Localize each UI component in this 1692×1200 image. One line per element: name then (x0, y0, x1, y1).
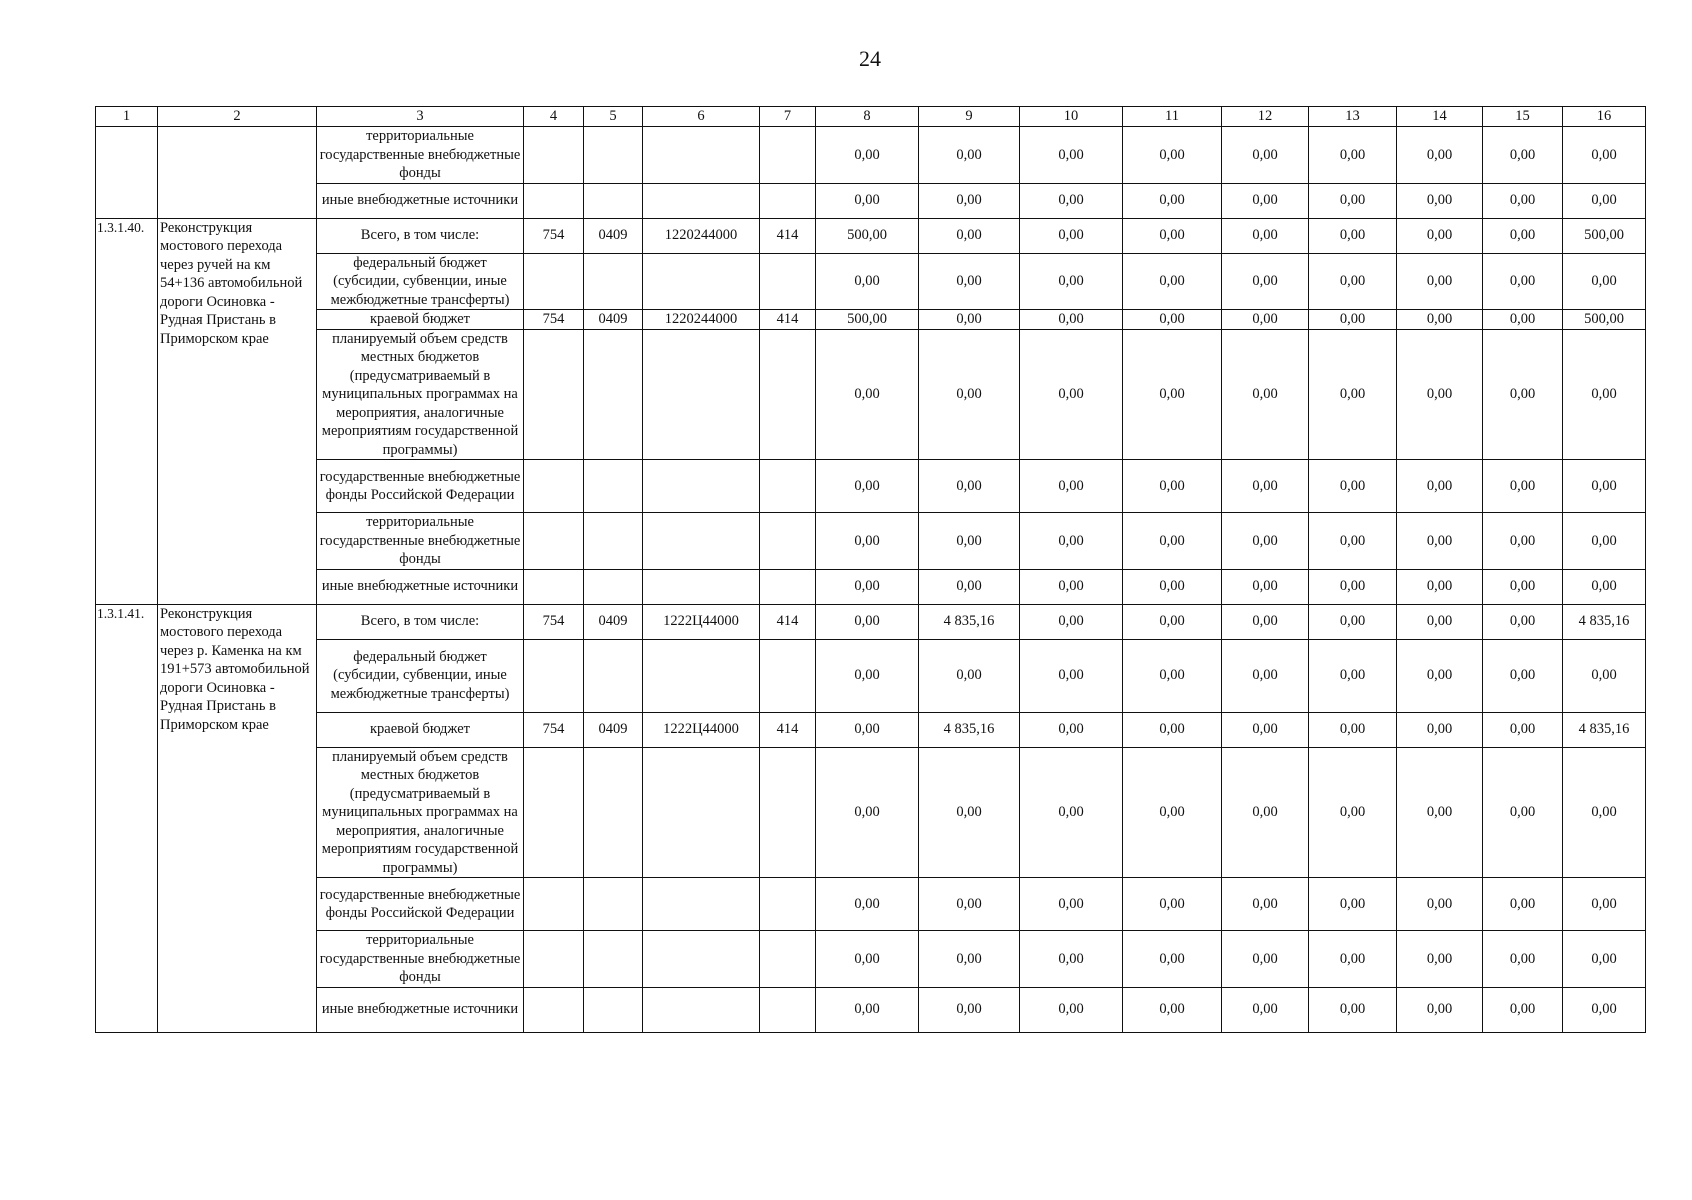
value-cell: 0,00 (816, 329, 919, 460)
value-cell: 0,00 (919, 639, 1020, 712)
value-cell: 0,00 (1397, 639, 1483, 712)
value-cell: 0,00 (1397, 127, 1483, 184)
value-cell: 0,00 (1397, 310, 1483, 330)
column-header-4: 4 (524, 107, 584, 127)
value-cell: 500,00 (816, 218, 919, 253)
column-header-1: 1 (96, 107, 158, 127)
value-cell: 0,00 (1309, 253, 1397, 310)
page-number: 24 (859, 46, 881, 71)
table-row (96, 878, 1646, 931)
value-cell: 500,00 (1563, 218, 1646, 253)
code-cell (584, 329, 643, 460)
value-cell: 0,00 (919, 569, 1020, 604)
column-header-7: 7 (760, 107, 816, 127)
value-cell: 4 835,16 (919, 712, 1020, 747)
value-cell: 0,00 (1123, 987, 1222, 1032)
source-cell: краевой бюджет (317, 712, 524, 747)
table-row (96, 931, 1646, 988)
code-cell (643, 639, 760, 712)
code-cell (584, 183, 643, 218)
column-header-9: 9 (919, 107, 1020, 127)
value-cell: 0,00 (1483, 127, 1563, 184)
table-row (96, 329, 1646, 460)
value-cell: 0,00 (919, 218, 1020, 253)
value-cell: 0,00 (1309, 329, 1397, 460)
value-cell: 0,00 (1397, 712, 1483, 747)
value-cell: 0,00 (1309, 218, 1397, 253)
code-cell: 1222Ц44000 (643, 604, 760, 639)
source-cell: федеральный бюджет (субсидии, субвенции, иные межбюджетные трансферты) (317, 253, 524, 310)
source-cell: территориальные государственные внебюджетные фонды (317, 931, 524, 988)
header-row (96, 107, 1646, 127)
code-cell (760, 460, 816, 513)
value-cell: 500,00 (1563, 310, 1646, 330)
value-cell: 0,00 (1309, 310, 1397, 330)
value-cell: 0,00 (919, 329, 1020, 460)
value-cell: 0,00 (919, 987, 1020, 1032)
value-cell: 0,00 (1483, 878, 1563, 931)
value-cell: 0,00 (1483, 460, 1563, 513)
code-cell (643, 460, 760, 513)
value-cell: 0,00 (1222, 310, 1309, 330)
value-cell: 0,00 (1397, 569, 1483, 604)
column-header-10: 10 (1020, 107, 1123, 127)
code-cell (760, 183, 816, 218)
activity-number: 1.3.1.41. (96, 604, 158, 1032)
code-cell (760, 253, 816, 310)
code-cell (760, 329, 816, 460)
value-cell: 0,00 (1309, 712, 1397, 747)
table-row (96, 747, 1646, 878)
code-cell (584, 460, 643, 513)
value-cell: 0,00 (919, 931, 1020, 988)
value-cell: 0,00 (1123, 218, 1222, 253)
value-cell: 0,00 (1397, 460, 1483, 513)
value-cell: 0,00 (1397, 747, 1483, 878)
value-cell: 0,00 (1123, 569, 1222, 604)
code-cell: 414 (760, 218, 816, 253)
value-cell: 0,00 (1397, 987, 1483, 1032)
column-header-16: 16 (1563, 107, 1646, 127)
value-cell: 0,00 (1397, 329, 1483, 460)
column-header-3: 3 (317, 107, 524, 127)
value-cell: 0,00 (1309, 931, 1397, 988)
code-cell (584, 513, 643, 570)
value-cell: 0,00 (1222, 253, 1309, 310)
source-cell: планируемый объем средств местных бюджетов (предусматриваемый в муниципальных программах на мероприятия, аналогичные мероприятиям государственной программы) (317, 329, 524, 460)
value-cell: 0,00 (919, 878, 1020, 931)
code-cell: 754 (524, 310, 584, 330)
code-cell (524, 639, 584, 712)
value-cell: 0,00 (816, 878, 919, 931)
code-cell: 754 (524, 712, 584, 747)
table-row (96, 569, 1646, 604)
value-cell: 0,00 (1020, 569, 1123, 604)
code-cell (524, 127, 584, 184)
value-cell: 0,00 (919, 253, 1020, 310)
value-cell: 0,00 (1309, 987, 1397, 1032)
value-cell: 0,00 (1397, 513, 1483, 570)
column-header-8: 8 (816, 107, 919, 127)
value-cell: 500,00 (816, 310, 919, 330)
value-cell: 0,00 (1483, 310, 1563, 330)
value-cell: 0,00 (1563, 460, 1646, 513)
column-header-15: 15 (1483, 107, 1563, 127)
code-cell: 414 (760, 310, 816, 330)
value-cell: 0,00 (1483, 329, 1563, 460)
source-cell: Всего, в том числе: (317, 604, 524, 639)
value-cell: 0,00 (816, 183, 919, 218)
value-cell: 0,00 (1222, 513, 1309, 570)
value-cell: 0,00 (1397, 878, 1483, 931)
value-cell: 0,00 (816, 987, 919, 1032)
code-cell (524, 513, 584, 570)
source-cell: государственные внебюджетные фонды Российской Федерации (317, 878, 524, 931)
code-cell (643, 513, 760, 570)
value-cell: 0,00 (1020, 253, 1123, 310)
value-cell: 0,00 (919, 310, 1020, 330)
code-cell (584, 931, 643, 988)
source-cell: краевой бюджет (317, 310, 524, 330)
value-cell: 0,00 (919, 747, 1020, 878)
value-cell: 0,00 (816, 712, 919, 747)
value-cell: 0,00 (816, 639, 919, 712)
code-cell: 414 (760, 604, 816, 639)
table-row (96, 310, 1646, 330)
value-cell: 0,00 (1397, 253, 1483, 310)
value-cell: 0,00 (1020, 604, 1123, 639)
code-cell (524, 878, 584, 931)
code-cell (584, 878, 643, 931)
code-cell (643, 183, 760, 218)
value-cell: 0,00 (1222, 639, 1309, 712)
value-cell: 0,00 (1020, 513, 1123, 570)
table-row (96, 127, 1646, 184)
column-header-14: 14 (1397, 107, 1483, 127)
code-cell (524, 931, 584, 988)
code-cell (584, 987, 643, 1032)
code-cell (760, 513, 816, 570)
value-cell: 0,00 (1309, 604, 1397, 639)
value-cell: 0,00 (1483, 604, 1563, 639)
value-cell: 0,00 (1483, 218, 1563, 253)
value-cell: 0,00 (1020, 747, 1123, 878)
value-cell: 0,00 (1483, 513, 1563, 570)
code-cell (760, 127, 816, 184)
value-cell: 0,00 (1123, 604, 1222, 639)
column-header-2: 2 (158, 107, 317, 127)
code-cell: 1220244000 (643, 218, 760, 253)
table-row (96, 253, 1646, 310)
code-cell (760, 569, 816, 604)
source-cell: иные внебюджетные источники (317, 987, 524, 1032)
code-cell (760, 931, 816, 988)
code-cell (760, 878, 816, 931)
code-cell (524, 183, 584, 218)
code-cell (584, 253, 643, 310)
value-cell: 0,00 (1123, 183, 1222, 218)
value-cell: 0,00 (1309, 747, 1397, 878)
value-cell: 0,00 (1020, 127, 1123, 184)
code-cell: 1222Ц44000 (643, 712, 760, 747)
code-cell (584, 569, 643, 604)
value-cell: 0,00 (816, 569, 919, 604)
value-cell: 0,00 (1309, 639, 1397, 712)
activity-number: 1.3.1.40. (96, 218, 158, 604)
code-cell (584, 747, 643, 878)
value-cell: 0,00 (1397, 931, 1483, 988)
value-cell: 0,00 (816, 253, 919, 310)
code-cell: 0409 (584, 218, 643, 253)
value-cell: 0,00 (1123, 712, 1222, 747)
activity-name: Реконструкция мостового перехода через ручей на км 54+136 автомобильной дороги Осиновка - Рудная Пристань в Приморском крае (158, 218, 317, 604)
budget-table (95, 106, 1646, 1033)
code-cell (643, 329, 760, 460)
table-row (96, 987, 1646, 1032)
code-cell: 1220244000 (643, 310, 760, 330)
value-cell: 0,00 (1020, 329, 1123, 460)
code-cell (760, 747, 816, 878)
value-cell: 0,00 (1020, 987, 1123, 1032)
value-cell: 0,00 (1483, 639, 1563, 712)
value-cell: 0,00 (1563, 127, 1646, 184)
value-cell: 0,00 (1123, 127, 1222, 184)
value-cell: 0,00 (1483, 253, 1563, 310)
value-cell: 0,00 (1020, 931, 1123, 988)
value-cell: 0,00 (1222, 931, 1309, 988)
code-cell (524, 569, 584, 604)
code-cell (524, 460, 584, 513)
value-cell: 0,00 (1309, 127, 1397, 184)
source-cell: планируемый объем средств местных бюджетов (предусматриваемый в муниципальных программах на мероприятия, аналогичные мероприятиям государственной программы) (317, 747, 524, 878)
value-cell: 0,00 (1123, 878, 1222, 931)
value-cell: 0,00 (1020, 639, 1123, 712)
value-cell: 0,00 (1222, 460, 1309, 513)
value-cell: 0,00 (1563, 747, 1646, 878)
code-cell (643, 987, 760, 1032)
value-cell: 0,00 (1397, 218, 1483, 253)
column-header-11: 11 (1123, 107, 1222, 127)
value-cell: 4 835,16 (1563, 604, 1646, 639)
column-header-12: 12 (1222, 107, 1309, 127)
value-cell: 4 835,16 (1563, 712, 1646, 747)
value-cell: 0,00 (1563, 513, 1646, 570)
value-cell: 0,00 (1123, 639, 1222, 712)
table-row (96, 513, 1646, 570)
value-cell: 0,00 (816, 604, 919, 639)
value-cell: 0,00 (919, 127, 1020, 184)
value-cell: 0,00 (816, 127, 919, 184)
value-cell: 0,00 (1309, 513, 1397, 570)
name-cell-empty (158, 127, 317, 219)
code-cell: 0409 (584, 604, 643, 639)
column-header-6: 6 (643, 107, 760, 127)
value-cell: 0,00 (1123, 931, 1222, 988)
value-cell: 0,00 (1020, 310, 1123, 330)
value-cell: 0,00 (1123, 513, 1222, 570)
code-cell (643, 878, 760, 931)
value-cell: 0,00 (1222, 569, 1309, 604)
activity-name: Реконструкция мостового перехода через р. Каменка на км 191+573 автомобильной дороги Осиновка - Рудная Пристань в Приморском крае (158, 604, 317, 1032)
value-cell: 0,00 (1123, 747, 1222, 878)
value-cell: 0,00 (1563, 987, 1646, 1032)
value-cell: 0,00 (1020, 218, 1123, 253)
value-cell: 0,00 (1483, 183, 1563, 218)
code-cell: 754 (524, 218, 584, 253)
code-cell (643, 253, 760, 310)
code-cell (584, 639, 643, 712)
value-cell: 0,00 (1563, 253, 1646, 310)
value-cell: 0,00 (1123, 329, 1222, 460)
value-cell: 0,00 (1309, 460, 1397, 513)
value-cell: 0,00 (1123, 460, 1222, 513)
value-cell: 0,00 (1309, 183, 1397, 218)
value-cell: 0,00 (816, 460, 919, 513)
value-cell: 0,00 (1309, 569, 1397, 604)
value-cell: 0,00 (1563, 569, 1646, 604)
value-cell: 0,00 (816, 513, 919, 570)
source-cell: иные внебюджетные источники (317, 569, 524, 604)
code-cell (584, 127, 643, 184)
value-cell: 0,00 (1563, 183, 1646, 218)
code-cell (524, 329, 584, 460)
table-row (96, 639, 1646, 712)
value-cell: 0,00 (1222, 712, 1309, 747)
code-cell (760, 639, 816, 712)
value-cell: 0,00 (1222, 329, 1309, 460)
value-cell: 0,00 (1309, 878, 1397, 931)
value-cell: 0,00 (816, 931, 919, 988)
value-cell: 0,00 (1020, 878, 1123, 931)
value-cell: 0,00 (1563, 931, 1646, 988)
value-cell: 0,00 (1222, 987, 1309, 1032)
value-cell: 0,00 (1222, 604, 1309, 639)
table-row (96, 183, 1646, 218)
table-row (96, 460, 1646, 513)
table-row (96, 604, 1646, 639)
value-cell: 0,00 (1222, 218, 1309, 253)
value-cell: 0,00 (1222, 183, 1309, 218)
column-header-5: 5 (584, 107, 643, 127)
value-cell: 0,00 (1483, 931, 1563, 988)
source-cell: территориальные государственные внебюджетные фонды (317, 127, 524, 184)
value-cell: 0,00 (919, 183, 1020, 218)
value-cell: 0,00 (1563, 639, 1646, 712)
code-cell (643, 127, 760, 184)
value-cell: 0,00 (1483, 987, 1563, 1032)
value-cell: 4 835,16 (919, 604, 1020, 639)
code-cell (643, 931, 760, 988)
code-cell: 414 (760, 712, 816, 747)
value-cell: 0,00 (816, 747, 919, 878)
value-cell: 0,00 (1020, 183, 1123, 218)
value-cell: 0,00 (1020, 460, 1123, 513)
value-cell: 0,00 (1222, 127, 1309, 184)
column-header-13: 13 (1309, 107, 1397, 127)
source-cell: федеральный бюджет (субсидии, субвенции, иные межбюджетные трансферты) (317, 639, 524, 712)
table-row (96, 712, 1646, 747)
source-cell: Всего, в том числе: (317, 218, 524, 253)
value-cell: 0,00 (1397, 604, 1483, 639)
code-cell (643, 747, 760, 878)
value-cell: 0,00 (1483, 569, 1563, 604)
source-cell: иные внебюджетные источники (317, 183, 524, 218)
code-cell (524, 747, 584, 878)
value-cell: 0,00 (1563, 329, 1646, 460)
value-cell: 0,00 (919, 460, 1020, 513)
value-cell: 0,00 (919, 513, 1020, 570)
code-cell (524, 253, 584, 310)
code-cell (643, 569, 760, 604)
value-cell: 0,00 (1483, 712, 1563, 747)
value-cell: 0,00 (1563, 878, 1646, 931)
table-row (96, 218, 1646, 253)
code-cell (760, 987, 816, 1032)
value-cell: 0,00 (1222, 878, 1309, 931)
value-cell: 0,00 (1483, 747, 1563, 878)
code-cell (524, 987, 584, 1032)
code-cell: 754 (524, 604, 584, 639)
value-cell: 0,00 (1222, 747, 1309, 878)
value-cell: 0,00 (1123, 310, 1222, 330)
source-cell: государственные внебюджетные фонды Российской Федерации (317, 460, 524, 513)
code-cell: 0409 (584, 712, 643, 747)
number-cell-empty (96, 127, 158, 219)
value-cell: 0,00 (1020, 712, 1123, 747)
source-cell: территориальные государственные внебюджетные фонды (317, 513, 524, 570)
value-cell: 0,00 (1123, 253, 1222, 310)
code-cell: 0409 (584, 310, 643, 330)
value-cell: 0,00 (1397, 183, 1483, 218)
